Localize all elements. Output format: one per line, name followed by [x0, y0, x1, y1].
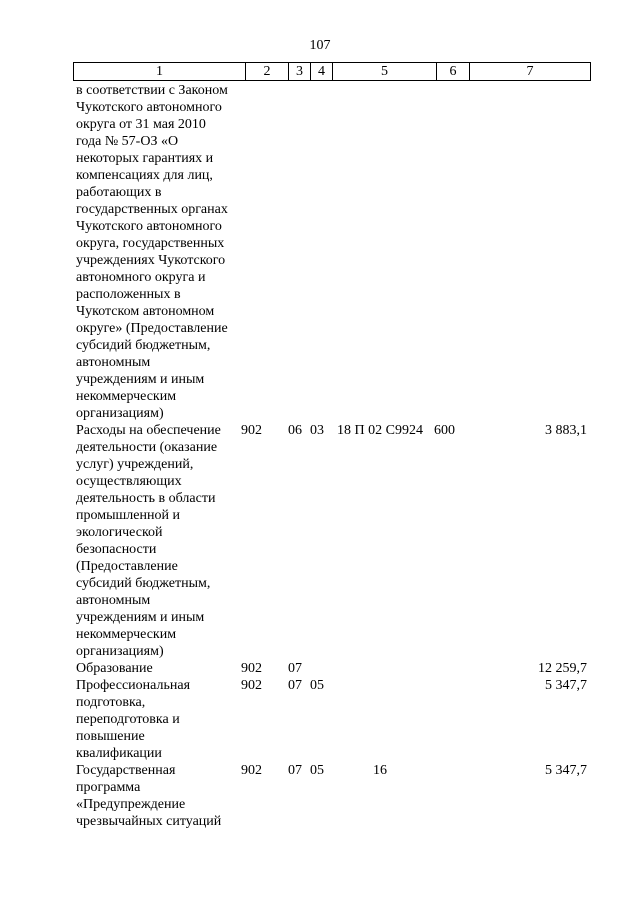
row-name: Расходы на обеспечение деятельности (оказание услуг) учреждений, осуществляющих деятельность в области промышленной и экологической безопасности (Предоставление субсидий бюджетным, автономным учреждениям и иным некоммерческим организациям) [76, 423, 221, 659]
row-expense-type [432, 82, 465, 422]
budget-table-body [73, 82, 593, 830]
row-name: в соответствии с Законом Чукотского автономного округа от 31 мая 2010 года № 57-ОЗ «О некоторых гарантиях и компенсациях для лиц, работающих в государственных органах Чукотского автономного округа, государственных учреждениях Чукотского автономного округа и расположенных в Чукотском автономном округе» (Предоставление субсидий бюджетным, автономным учреждениям и иным некоммерческим организациям) [76, 83, 228, 421]
row-section-code: 07 [288, 661, 302, 676]
row-subsection-code: 05 [310, 678, 324, 693]
column-header-7: 7 [470, 63, 591, 81]
column-header-1: 1 [74, 63, 246, 81]
row-target-article: 18 П 02 С9924 [337, 423, 423, 438]
row-target-article [328, 660, 432, 677]
table-row [73, 82, 593, 422]
page-number: 107 [309, 38, 331, 53]
column-header-6: 6 [437, 63, 470, 81]
table-row [73, 422, 593, 660]
row-subsection-code: 05 [310, 763, 324, 778]
row-amount [465, 82, 593, 422]
row-section-code: 06 [288, 423, 302, 438]
row-target-article: 16 [373, 763, 387, 778]
column-header-4: 4 [311, 63, 333, 81]
row-ministry-code: 902 [241, 678, 262, 693]
row-expense-type [432, 660, 465, 677]
row-section-code: 07 [288, 678, 302, 693]
row-subsection-code [306, 660, 328, 677]
row-amount: 5 347,7 [545, 763, 587, 778]
column-header-2: 2 [246, 63, 289, 81]
row-expense-type: 600 [434, 423, 455, 438]
row-section-code [284, 82, 306, 422]
row-ministry-code: 902 [241, 661, 262, 676]
row-subsection-code [306, 82, 328, 422]
row-ministry-code [241, 82, 284, 422]
column-header-row [74, 63, 591, 81]
row-target-article [328, 82, 432, 422]
row-target-article [328, 677, 432, 762]
row-amount: 12 259,7 [538, 661, 587, 676]
row-subsection-code: 03 [310, 423, 324, 438]
table-row [73, 660, 593, 677]
column-header-5: 5 [333, 63, 437, 81]
row-ministry-code: 902 [241, 763, 262, 778]
row-expense-type [432, 677, 465, 762]
row-section-code: 07 [288, 763, 302, 778]
row-ministry-code: 902 [241, 423, 262, 438]
column-header-3: 3 [289, 63, 311, 81]
table-row [73, 762, 593, 830]
row-name: Профессиональная подготовка, переподготовка и повышение квалификации [76, 678, 191, 761]
row-amount: 3 883,1 [545, 423, 587, 438]
table-row [73, 677, 593, 762]
row-name: Образование [76, 661, 153, 676]
row-amount: 5 347,7 [545, 678, 587, 693]
row-expense-type [432, 762, 465, 830]
column-header-table [73, 62, 591, 81]
row-name: Государственная программа «Предупреждение чрезвычайных ситуаций [76, 763, 222, 829]
